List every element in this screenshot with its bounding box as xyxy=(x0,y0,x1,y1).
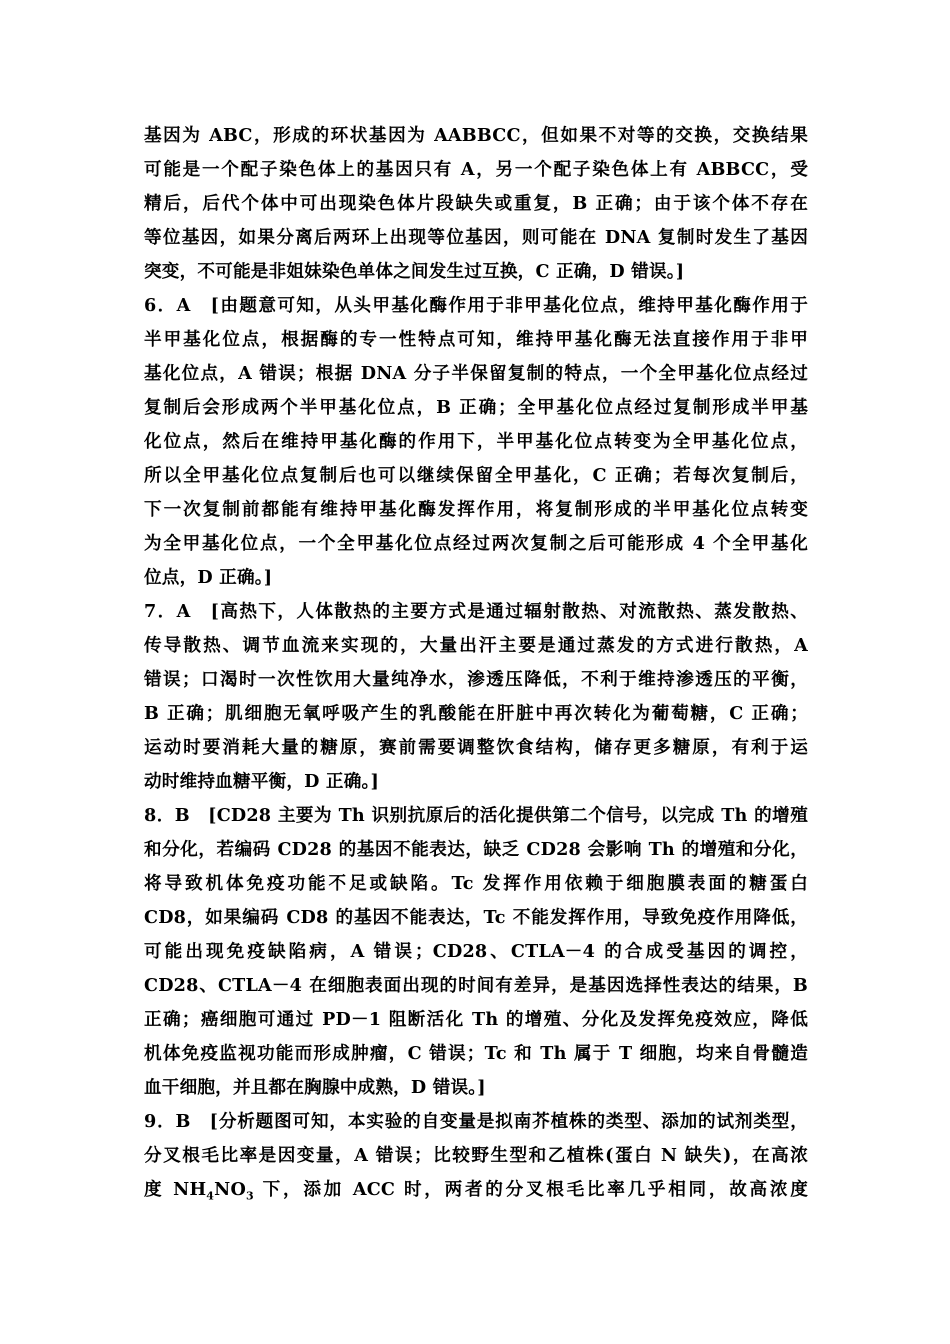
text-line: B 正确；肌细胞无氧呼吸产生的乳酸能在肝脏中再次转化为葡萄糖，C 正确； xyxy=(144,703,808,724)
subscript: 4 xyxy=(206,1189,215,1203)
text-line: 等位基因，如果分离后两环上出现等位基因，则可能在 DNA 复制时发生了基因 xyxy=(144,227,808,248)
document-page xyxy=(144,119,808,1207)
text-line-formula xyxy=(144,1173,808,1207)
text-line: 精后，后代个体中可出现染色体片段缺失或重复，B 正确；由于该个体不存在 xyxy=(144,193,808,214)
text-line: 机体免疫监视功能而形成肿瘤，C 错误；Tc 和 Th 属于 T 细胞，均来自骨髓造 xyxy=(144,1043,808,1064)
text-line: 和分化，若编码 CD28 的基因不能表达，缺乏 CD28 会影响 Th 的增殖和分化， xyxy=(144,839,808,860)
text-line: 可能是一个配子染色体上的基因只有 A，另一个配子染色体上有 ABBCC，受 xyxy=(144,159,808,180)
text-line: 可能出现免疫缺陷病，A 错误；CD28、CTLA－4 的合成受基因的调控， xyxy=(144,941,808,962)
text-line: 位点，D 正确。] xyxy=(144,567,273,588)
text-line: CD28、CTLA－4 在细胞表面出现的时间有差异，是基因选择性表达的结果，B xyxy=(144,975,808,996)
text-line: CD8，如果编码 CD8 的基因不能表达，Tc 不能发挥作用，导致免疫作用降低， xyxy=(144,907,808,928)
text-line: 为全甲基化位点，一个全甲基化位点经过两次复制之后可能形成 4 个全甲基化 xyxy=(144,533,808,554)
answer-9-line: 9．B [分析题图可知，本实验的自变量是拟南芥植株的类型、添加的试剂类型， xyxy=(144,1111,808,1132)
answer-6-line: 6．A [由题意可知，从头甲基化酶作用于非甲基化位点，维持甲基化酶作用于 xyxy=(144,295,808,316)
text-line: 正确；癌细胞可通过 PD－1 阻断活化 Th 的增殖、分化及发挥免疫效应，降低 xyxy=(144,1009,808,1030)
text-line: 动时维持血糖平衡，D 正确。] xyxy=(144,771,380,792)
text-line: 基化位点，A 错误；根据 DNA 分子半保留复制的特点，一个全甲基化位点经过 xyxy=(144,363,808,384)
text-segment: 下，添加 ACC 时，两者的分叉根毛比率几乎相同，故高浓度 xyxy=(253,1179,808,1200)
text-line: 分叉根毛比率是因变量，A 错误；比较野生型和乙植株(蛋白 N 缺失)，在高浓 xyxy=(144,1145,808,1166)
subscript: 3 xyxy=(245,1189,254,1203)
text-line: 运动时要消耗大量的糖原，赛前需要调整饮食结构，储存更多糖原，有利于运 xyxy=(144,737,808,758)
text-line: 下一次复制前都能有维持甲基化酶发挥作用，将复制形成的半甲基化位点转变 xyxy=(144,499,808,520)
text-line: 所以全甲基化位点复制后也可以继续保留全甲基化，C 正确；若每次复制后， xyxy=(144,465,808,486)
text-line: 错误；口渴时一次性饮用大量纯净水，渗透压降低，不利于维持渗透压的平衡， xyxy=(144,669,808,690)
text-segment: 度 NH xyxy=(144,1179,207,1200)
answer-7-line: 7．A [高热下，人体散热的主要方式是通过辐射散热、对流散热、蒸发散热、 xyxy=(144,601,808,622)
text-line: 基因为 ABC，形成的环状基因为 AABBCC，但如果不对等的交换，交换结果 xyxy=(144,125,808,146)
text-line: 复制后会形成两个半甲基化位点，B 正确；全甲基化位点经过复制形成半甲基 xyxy=(144,397,808,418)
text-segment: NO xyxy=(214,1179,246,1200)
text-line: 突变，不可能是非姐妹染色单体之间发生过互换，C 正确，D 错误。] xyxy=(144,261,685,282)
text-line: 传导散热、调节血流来实现的，大量出汗主要是通过蒸发的方式进行散热，A xyxy=(144,635,808,656)
text-line: 将导致机体免疫功能不足或缺陷。Tc 发挥作用依赖于细胞膜表面的糖蛋白 xyxy=(144,873,808,894)
answer-8-line: 8．B [CD28 主要为 Th 识别抗原后的活化提供第二个信号，以完成 Th 的增殖 xyxy=(144,805,808,826)
text-line: 半甲基化位点，根据酶的专一性特点可知，维持甲基化酶无法直接作用于非甲 xyxy=(144,329,808,350)
text-line: 血干细胞，并且都在胸腺中成熟，D 错误。] xyxy=(144,1077,486,1098)
text-line: 化位点，然后在维持甲基化酶的作用下，半甲基化位点转变为全甲基化位点， xyxy=(144,431,808,452)
